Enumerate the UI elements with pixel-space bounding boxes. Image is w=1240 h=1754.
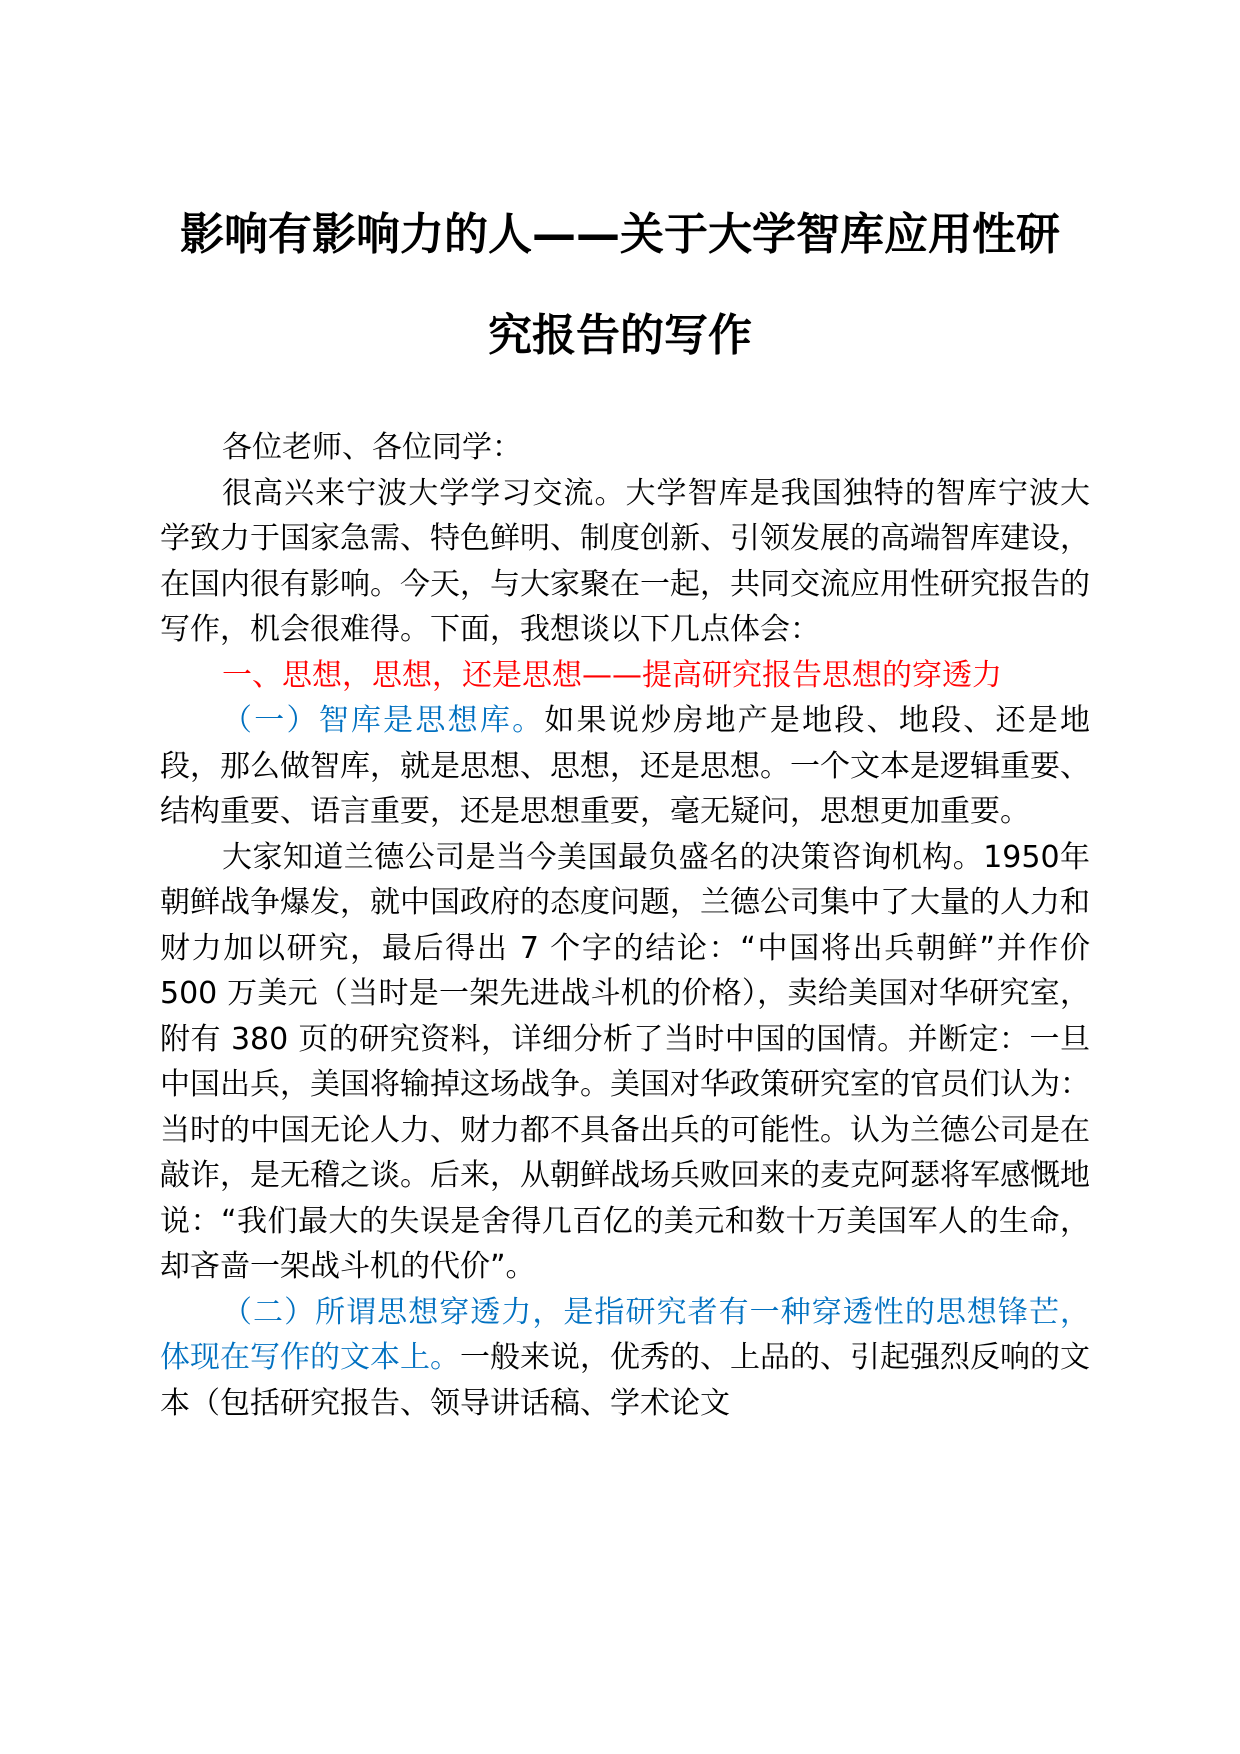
title-line-2: 究报告的写作: [488, 310, 752, 361]
salutation: 各位老师、各位同学：: [222, 430, 522, 465]
document-body: [160, 425, 1090, 1426]
subsection-1-heading: （一）智库是思想库。: [222, 703, 545, 738]
subsection-2-heading: （二）所谓思想穿透力，是指研究者有一种穿透性的思想锋芒，体现在写作的文本上。: [160, 1294, 1090, 1375]
rand-corporation-paragraph: 大家知道兰德公司是当今美国最负盛名的决策咨询机构。1950年朝鲜战争爆发，就中国政府的态度问题，兰德公司集中了大量的人力和财力加以研究，最后得出 7 个字的结论：“中国将出兵朝鲜”并作价 500 万美元（当时是一架先进战斗机的价格），卖给美国对华研究室，附有 380 页的研究资料，详细分析了当时中国的国情。并断定：一旦中国出兵，美国将输掉这场战争。美国对华政策研究室的官员们认为：当时的中国无论人力、财力都不具备出兵的可能性。认为兰德公司是在敲诈，是无稽之谈。后来，从朝鲜战场兵败回来的麦克阿瑟将军感慨地说：“我们最大的失误是舍得几百亿的美元和数十万美国军人的生命，却吝啬一架战斗机的代价”。: [160, 839, 1090, 1284]
subsection-1-text: 如果说炒房地产是地段、地段、还是地段，那么做智库，就是思想、思想，还是思想。一个文本是逻辑重要、结构重要、语言重要，还是思想重要，毫无疑问，思想更加重要。: [160, 703, 1091, 829]
subsection-2-text: 一般来说，优秀的、上品的、引起强烈反响的文本（包括研究报告、领导讲话稿、学术论文: [160, 1340, 1090, 1421]
subsection-1-paragraph: [160, 698, 1090, 835]
section-1-heading: 一、思想，思想，还是思想——提高研究报告思想的穿透力: [222, 657, 1002, 693]
title-line-1: 影响有影响力的人——关于大学智库应用性研: [180, 209, 1060, 260]
document-title: [150, 184, 1090, 386]
subsection-2-paragraph: [160, 1290, 1090, 1427]
intro-paragraph: 很高兴来宁波大学学习交流。大学智库是我国独特的智库宁波大学致力于国家急需、特色鲜明、制度创新、引领发展的高端智库建设，在国内很有影响。今天，与大家聚在一起，共同交流应用性研究报告的写作，机会很难得。下面，我想谈以下几点体会：: [160, 475, 1090, 647]
